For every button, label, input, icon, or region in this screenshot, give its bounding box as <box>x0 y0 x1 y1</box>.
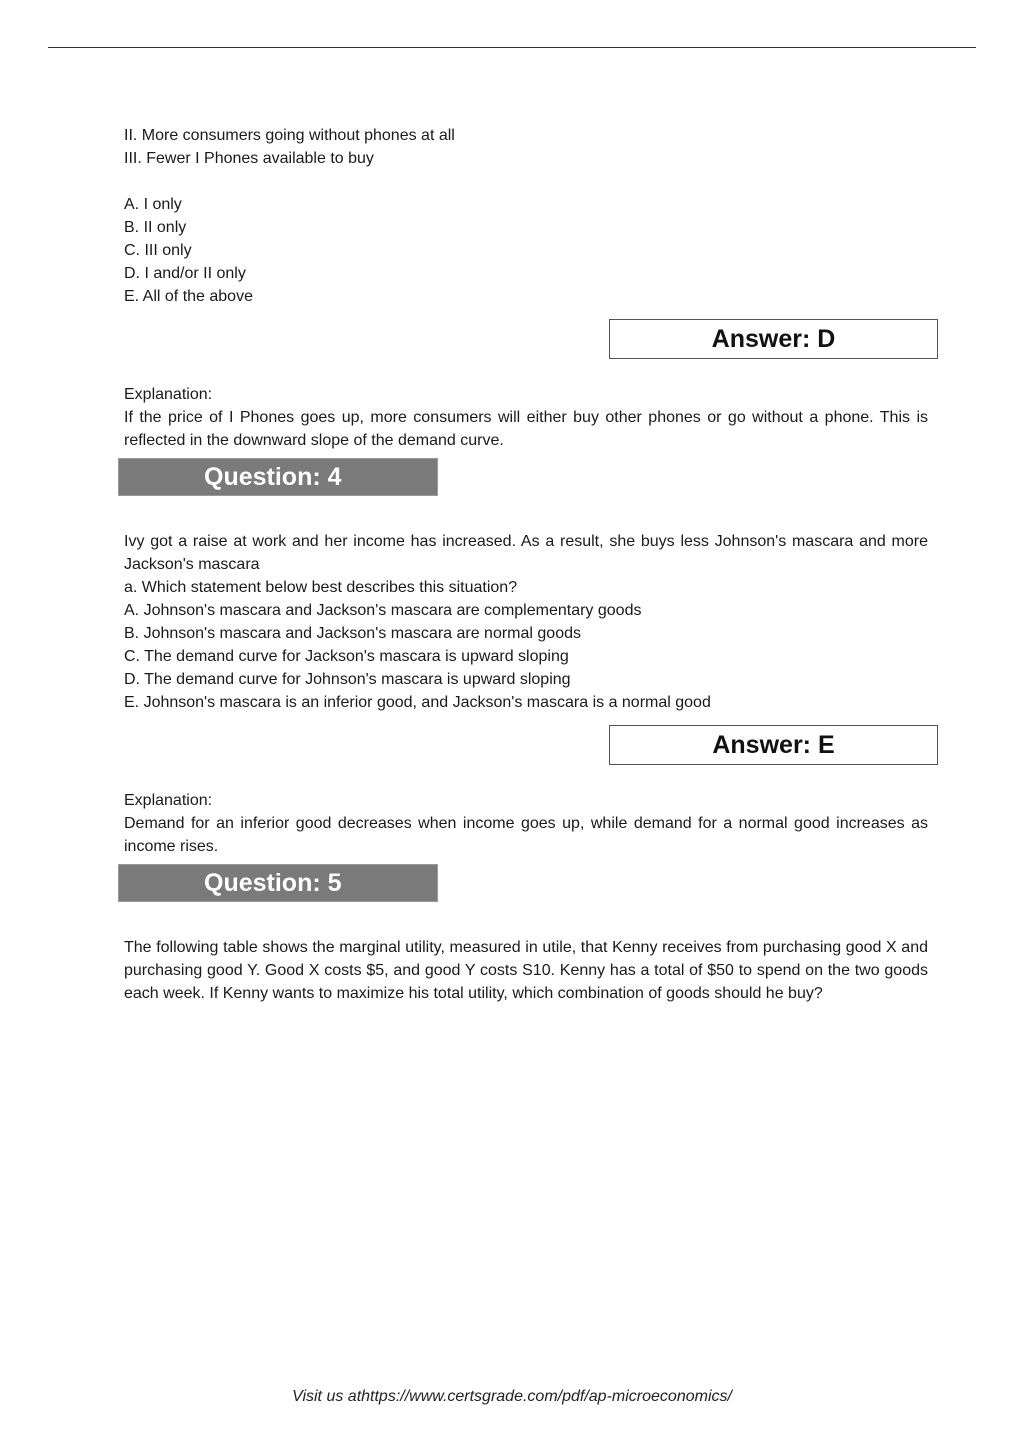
q4-option-a: A. Johnson's mascara and Jackson's mascara are complementary goods <box>124 602 642 619</box>
q4-option-d: D. The demand curve for Johnson's mascara is upward sloping <box>124 671 571 688</box>
header-rule <box>48 47 976 48</box>
q4-stem: Ivy got a raise at work and her income has increased. As a result, she buys less Johnson's mascara and more Jackson's mascara <box>124 533 928 573</box>
q3-item-3: III. Fewer I Phones available to buy <box>124 150 374 167</box>
q4-explanation: Demand for an inferior good decreases when income goes up, while demand for a normal good increases as income rises. <box>124 815 928 855</box>
q4-answer-box: Answer: E <box>609 725 938 765</box>
question-4-banner <box>118 458 438 496</box>
question-5-heading: Question: 5 <box>204 868 342 897</box>
q4-option-e: E. Johnson's mascara is an inferior good, and Jackson's mascara is a normal good <box>124 694 711 711</box>
q4-prompt: a. Which statement below best describes this situation? <box>124 579 518 596</box>
q3-answer-box: Answer: D <box>609 319 938 359</box>
q3-option-e: E. All of the above <box>124 288 253 305</box>
question-5-banner <box>118 864 438 902</box>
q3-explanation-label: Explanation: <box>124 386 213 403</box>
page-content <box>124 124 928 1005</box>
question-4-heading: Question: 4 <box>204 462 342 491</box>
q3-option-a: A. I only <box>124 196 182 213</box>
q3-item-2: II. More consumers going without phones at all <box>124 127 455 144</box>
q4-option-b: B. Johnson's mascara and Jackson's mascara are normal goods <box>124 625 581 642</box>
q3-option-b: B. II only <box>124 219 187 236</box>
q4-option-c: C. The demand curve for Jackson's mascara is upward sloping <box>124 648 569 665</box>
q3-option-c: C. III only <box>124 242 192 259</box>
q3-explanation: If the price of I Phones goes up, more consumers will either buy other phones or go without a phone. This is reflected in the downward slope of the demand curve. <box>124 409 928 449</box>
q5-stem: The following table shows the marginal utility, measured in utile, that Kenny receives from purchasing good X and purchasing good Y. Good X costs $5, and good Y costs S10. Kenny has a total of $50 to spend on the two goods each week. If Kenny wants to maximize his total utility, which combination of goods should he buy? <box>124 939 928 1002</box>
q3-option-d: D. I and/or II only <box>124 265 246 282</box>
q4-explanation-label: Explanation: <box>124 792 213 809</box>
footer-url: Visit us athttps://www.certsgrade.com/pdf/ap-microeconomics/ <box>292 1388 732 1405</box>
